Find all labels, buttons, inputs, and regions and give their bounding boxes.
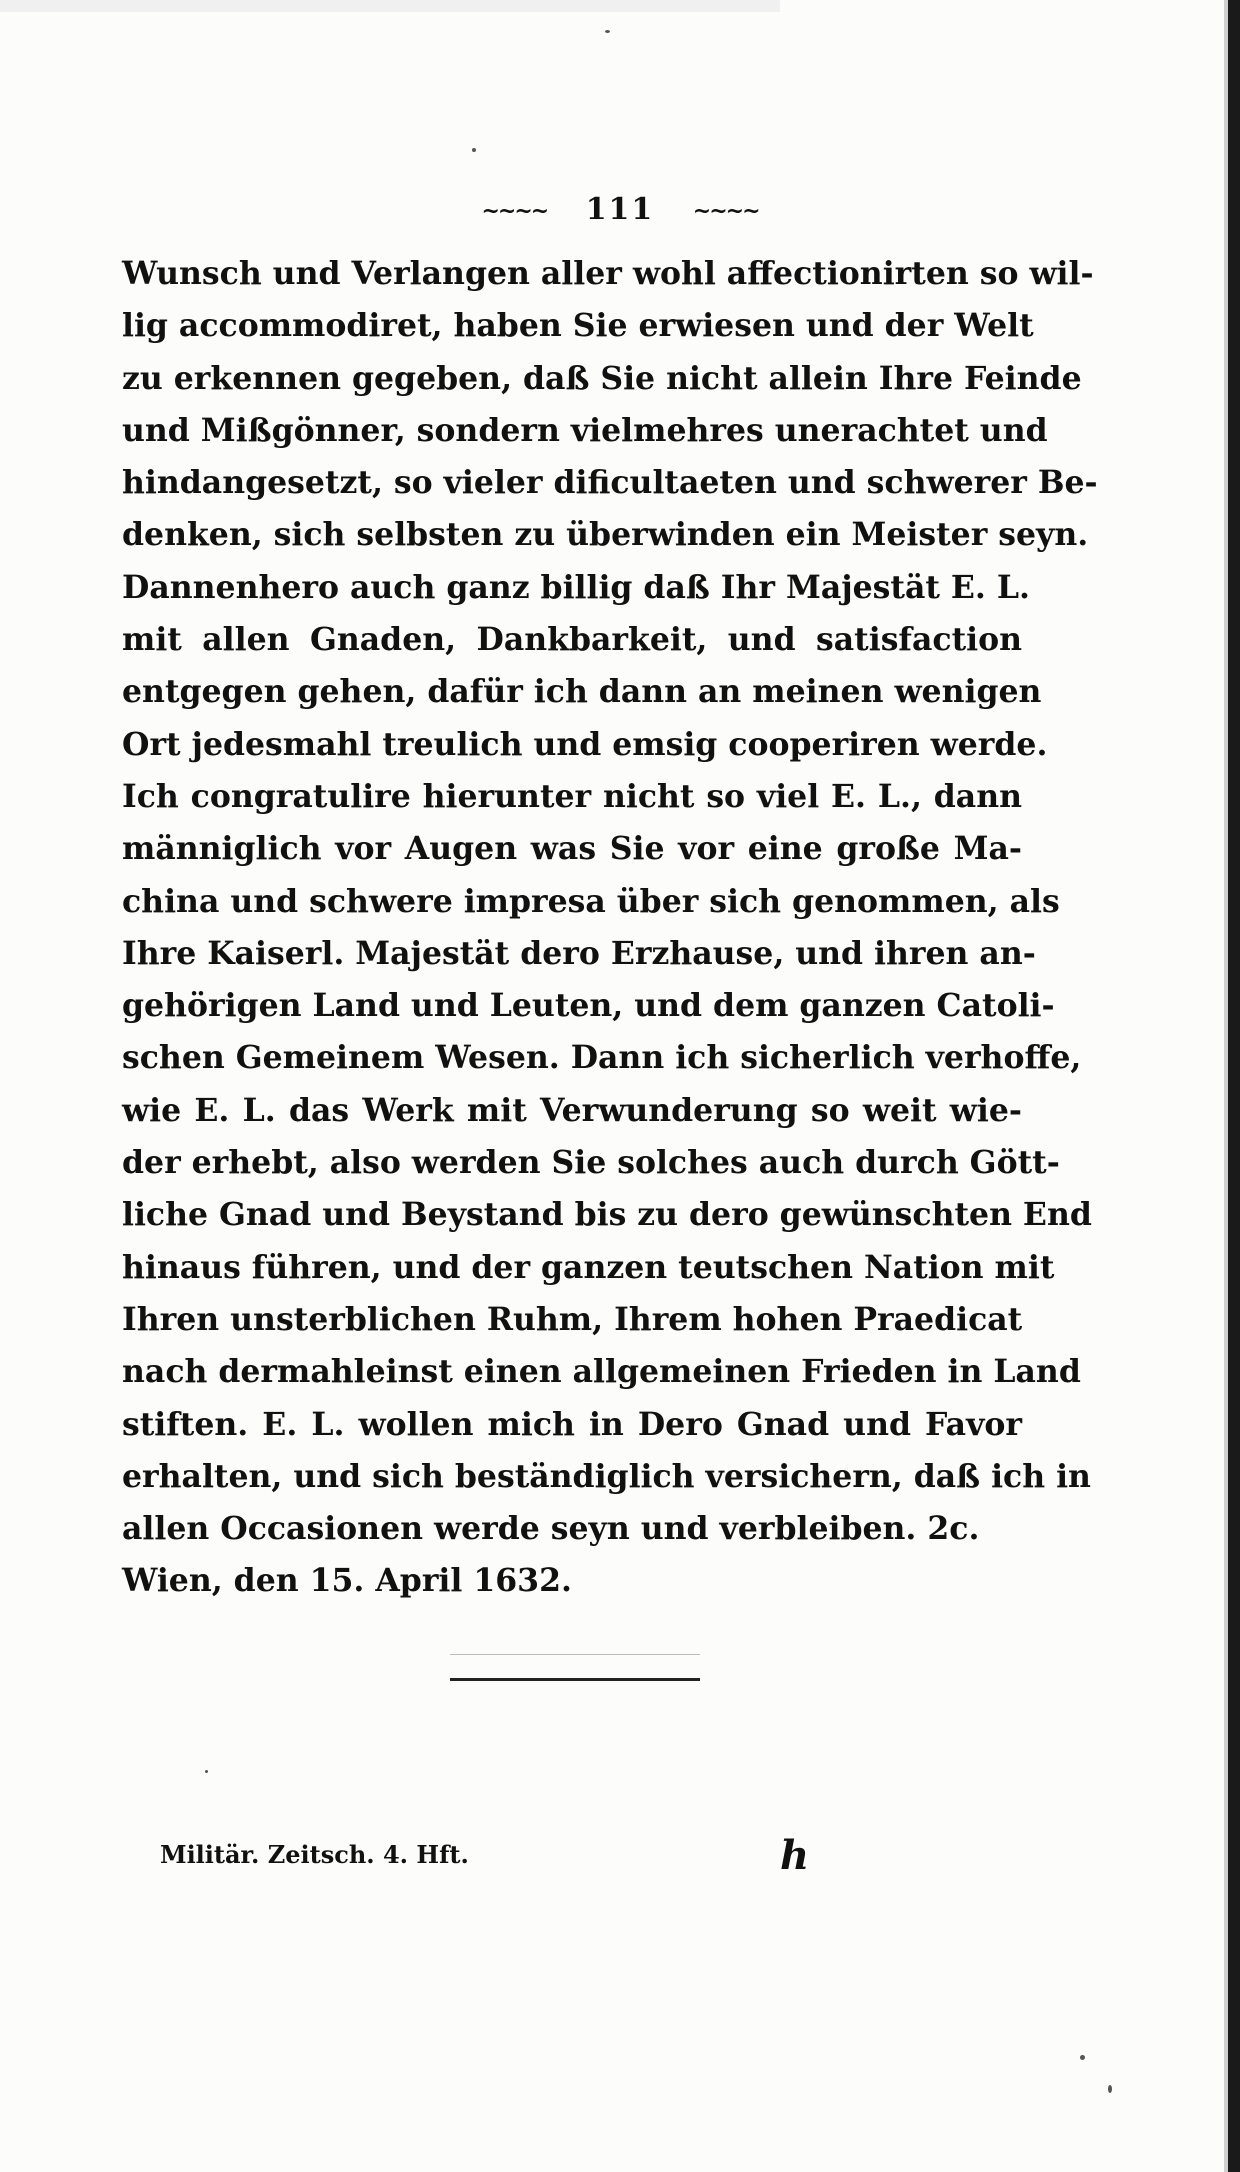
text-line: mit allen Gnaden, Dankbarkeit, und satisfaction xyxy=(122,621,1022,659)
text-line: lig accommodiret, haben Sie erwiesen und der Welt xyxy=(122,307,1034,345)
text-line: wie E. L. das Werk mit Verwunderung so weit wie- xyxy=(122,1091,1022,1129)
scan-speck xyxy=(205,1770,208,1773)
text-line: Dannenhero auch ganz billig daß Ihr Majestät E. L. xyxy=(122,568,1030,606)
faint-rule xyxy=(450,1654,700,1655)
text-line: und Mißgönner, sondern vielmehres unerachtet und xyxy=(122,411,1048,449)
text-line: gehörigen Land und Leuten, und dem ganzen Catoli- xyxy=(122,987,1055,1025)
scan-edge-right xyxy=(1228,0,1240,2172)
text-line: stiften. E. L. wollen mich in Dero Gnad und Favor xyxy=(122,1405,1022,1443)
text-line: liche Gnad und Beystand bis zu dero gewünschten End xyxy=(122,1196,1092,1234)
text-line: Wunsch und Verlangen aller wohl affectionirten so wil- xyxy=(122,255,1094,292)
signature-letter: h xyxy=(780,1832,810,1879)
text-line: Ihren unsterblichen Ruhm, Ihrem hohen Praedicat xyxy=(122,1300,1023,1338)
scan-edge-top xyxy=(0,0,780,12)
text-line: erhalten, und sich beständiglich versichern, daß ich in xyxy=(122,1457,1091,1495)
text-line: nach dermahleinst einen allgemeinen Frieden in Land xyxy=(122,1353,1081,1391)
scan-speck xyxy=(472,148,476,152)
scan-speck xyxy=(605,30,610,33)
text-line: hinaus führen, und der ganzen teutschen Nation mit xyxy=(122,1248,1055,1286)
text-line: der erhebt, also werden Sie solches auch durch Gött- xyxy=(122,1144,1060,1182)
header-ornament-right: ~~~~ xyxy=(692,198,759,224)
signature-mark: Militär. Zeitsch. 4. Hft. xyxy=(160,1840,469,1869)
section-rule xyxy=(450,1678,700,1681)
page-number: 111 xyxy=(585,192,655,227)
text-line: entgegen gehen, dafür ich dann an meinen wenigen xyxy=(122,673,1042,711)
text-line: hindangesetzt, so vieler dificultaeten und schwerer Be- xyxy=(122,464,1098,502)
text-line: schen Gemeinem Wesen. Dann ich sicherlich verhoffe, xyxy=(122,1039,1082,1077)
text-line: Ich congratulire hierunter nicht so viel E. L., dann xyxy=(122,777,1022,815)
dateline: Wien, den 15. April 1632. xyxy=(122,1562,572,1600)
text-line: Ort jedesmahl treulich und emsig cooperiren werde. xyxy=(122,725,1048,763)
text-line: männiglich vor Augen was Sie vor eine große Ma- xyxy=(122,830,1022,868)
scan-speck xyxy=(1080,2055,1085,2060)
header-ornament-left: ~~~~ xyxy=(481,198,548,224)
body-text xyxy=(122,248,1098,1608)
text-line: zu erkennen gegeben, daß Sie nicht allein Ihre Feinde xyxy=(122,359,1082,397)
text-line: allen Occasionen werde seyn und verbleiben. 2c. xyxy=(122,1510,980,1548)
text-line: china und schwere impresa über sich genommen, als xyxy=(122,882,1060,920)
text-line: Ihre Kaiserl. Majestät dero Erzhause, und ihren an- xyxy=(122,934,1036,972)
text-line: denken, sich selbsten zu überwinden ein Meister seyn. xyxy=(122,516,1089,554)
scan-speck xyxy=(1108,2085,1112,2093)
page-header xyxy=(0,192,1240,227)
